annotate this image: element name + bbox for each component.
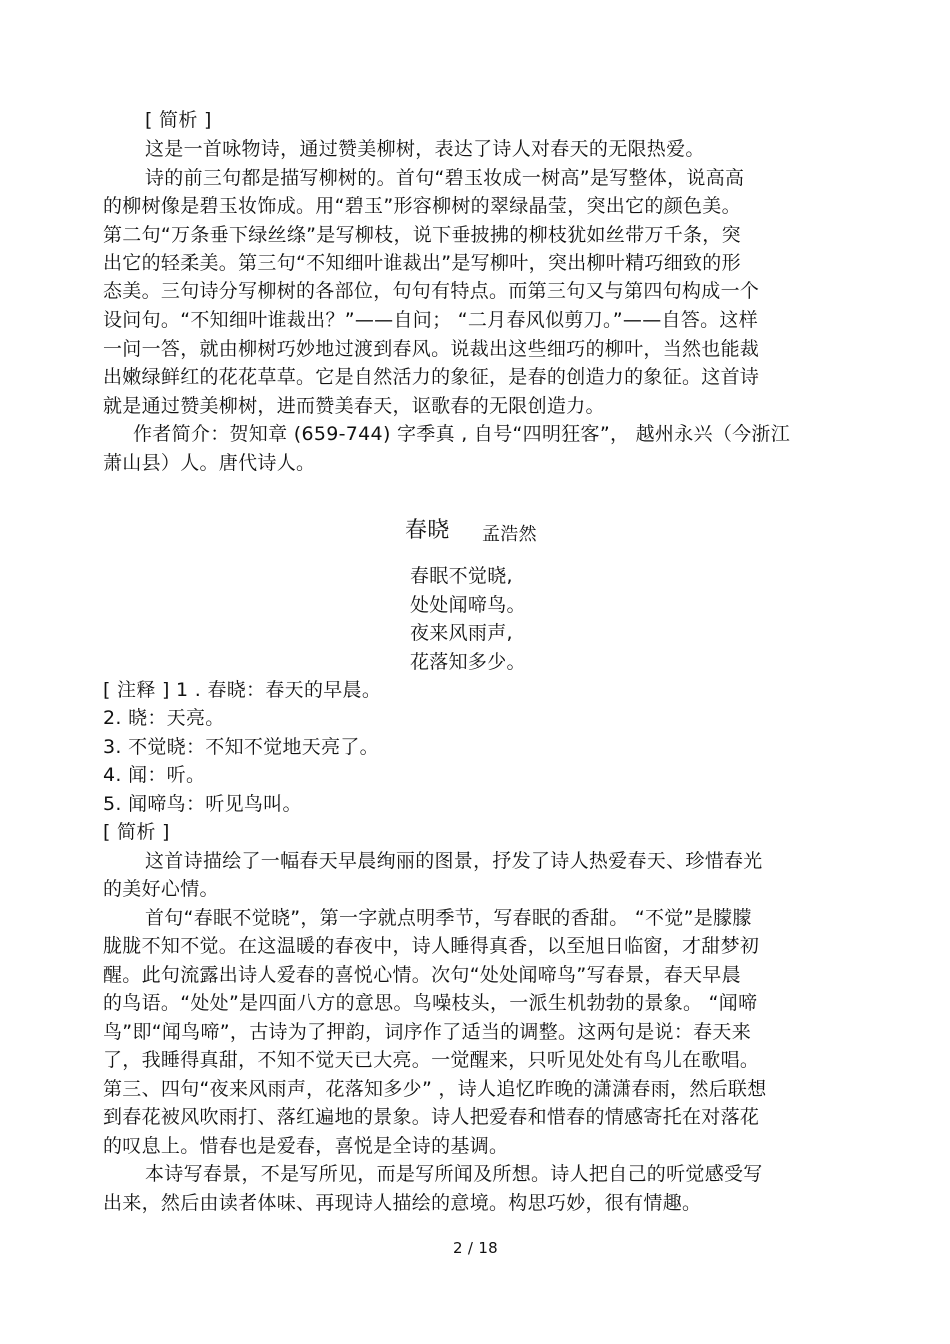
section2-para2-line9: 的叹息上。惜春也是爱春，喜悦是全诗的基调。	[103, 1135, 509, 1157]
section1-para2-line9: 就是通过赞美柳树，进而赞美春天，讴歌春的无限创造力。	[103, 395, 605, 417]
page-number: 2 / 18	[453, 1239, 499, 1257]
section1-para2-line4: 出它的轻柔美。第三句“不知细叶谁裁出”是写柳叶，突出柳叶精巧细致的形	[103, 252, 741, 274]
poem-line-2: 处处闻啼鸟。	[410, 594, 526, 616]
note-3: 3. 不觉晓：不知不觉地天亮了。	[103, 736, 379, 758]
poem-line-3: 夜来风雨声,	[410, 622, 513, 644]
section1-para2-line8: 出嫩绿鲜红的花花草草。它是自然活力的象征，是春的创造力的象征。这首诗	[103, 366, 760, 388]
author-intro-line2: 萧山县）人。唐代诗人。	[103, 452, 316, 474]
note-1: [ 注释 ] 1 . 春晓：春天的早晨。	[103, 679, 382, 701]
section2-para3-line1: 本诗写春景，不是写所见，而是写所闻及所想。诗人把自己的听觉感受写	[145, 1163, 763, 1185]
section2-para2-line2: 胧胧不知不觉。在这温暖的春夜中，诗人睡得真香，以至旭日临窗，才甜梦初	[103, 935, 760, 957]
section1-para2-line7: 一问一答，就由柳树巧妙地过渡到春风。说裁出这些细巧的柳叶，当然也能裁	[103, 338, 760, 360]
section2-para1-line1: 这首诗描绘了一幅春天早晨绚丽的图景，抒发了诗人热爱春天、珍惜春光	[145, 850, 763, 872]
section1-para2-line6: 设问句。“不知细叶谁裁出？”——自问； “二月春风似剪刀。”——自答。这样	[103, 309, 759, 331]
poem-line-4: 花落知多少。	[410, 651, 526, 673]
section2-para2-line8: 到春花被风吹雨打、落红遍地的景象。诗人把爱春和惜春的情感寄托在对落花	[103, 1106, 760, 1128]
section1-para2-line3: 第二句“万条垂下绿丝绦”是写柳枝，说下垂披拂的柳枝犹如丝带万千条，突	[103, 224, 741, 246]
section2-para2-line4: 的鸟语。“处处”是四面八方的意思。鸟噪枝头，一派生机勃勃的景象。 “闻啼	[103, 992, 758, 1014]
note-4: 4. 闻：听。	[103, 764, 206, 786]
section2-para2-line1: 首句“春眠不觉晓”，第一字就点明季节，写春眠的香甜。 “不觉”是朦朦	[145, 907, 752, 929]
author-intro-line1: 作者简介：贺知章 (659-744) 字季真 , 自号“四明狂客”， 越州永兴（今浙江	[133, 423, 791, 445]
section1-para2-line1: 诗的前三句都是描写柳树的。首句“碧玉妆成一树高”是写整体，说高高	[145, 167, 745, 189]
section2-para1-line2: 的美好心情。	[103, 878, 219, 900]
section2-heading: [ 简析 ]	[103, 821, 170, 843]
poem-title: 春晓	[405, 518, 450, 543]
note-5: 5. 闻啼鸟：听见鸟叫。	[103, 793, 302, 815]
section2-para2-line7: 第三、四句“夜来风雨声，花落知多少” ，诗人追忆昨晚的潇潇春雨，然后联想	[103, 1078, 767, 1100]
section2-para3-line2: 出来，然后由读者体味、再现诗人描绘的意境。构思巧妙，很有情趣。	[103, 1192, 702, 1214]
poem-author: 孟浩然	[482, 524, 537, 545]
section1-heading: [ 简析 ]	[145, 109, 212, 131]
section2-para2-line6: 了，我睡得真甜，不知不觉天已大亮。一觉醒来，只听见处处有鸟儿在歌唱。	[103, 1049, 760, 1071]
note-2: 2. 晓：天亮。	[103, 707, 225, 729]
section1-para2-line2: 的柳树像是碧玉妆饰成。用“碧玉”形容柳树的翠绿晶莹，突出它的颜色美。	[103, 195, 741, 217]
section2-para2-line5: 鸟”即“闻鸟啼”，古诗为了押韵，词序作了适当的调整。这两句是说：春天来	[103, 1021, 752, 1043]
section1-para2-line5: 态美。三句诗分写柳树的各部位，句句有特点。而第三句又与第四句构成一个	[103, 280, 760, 302]
section2-para2-line3: 醒。此句流露出诗人爱春的喜悦心情。次句“处处闻啼鸟”写春景，春天早晨	[103, 964, 741, 986]
poem-line-1: 春眠不觉晓,	[410, 565, 513, 587]
section1-para1-line1: 这是一首咏物诗，通过赞美柳树，表达了诗人对春天的无限热爱。	[145, 138, 705, 160]
